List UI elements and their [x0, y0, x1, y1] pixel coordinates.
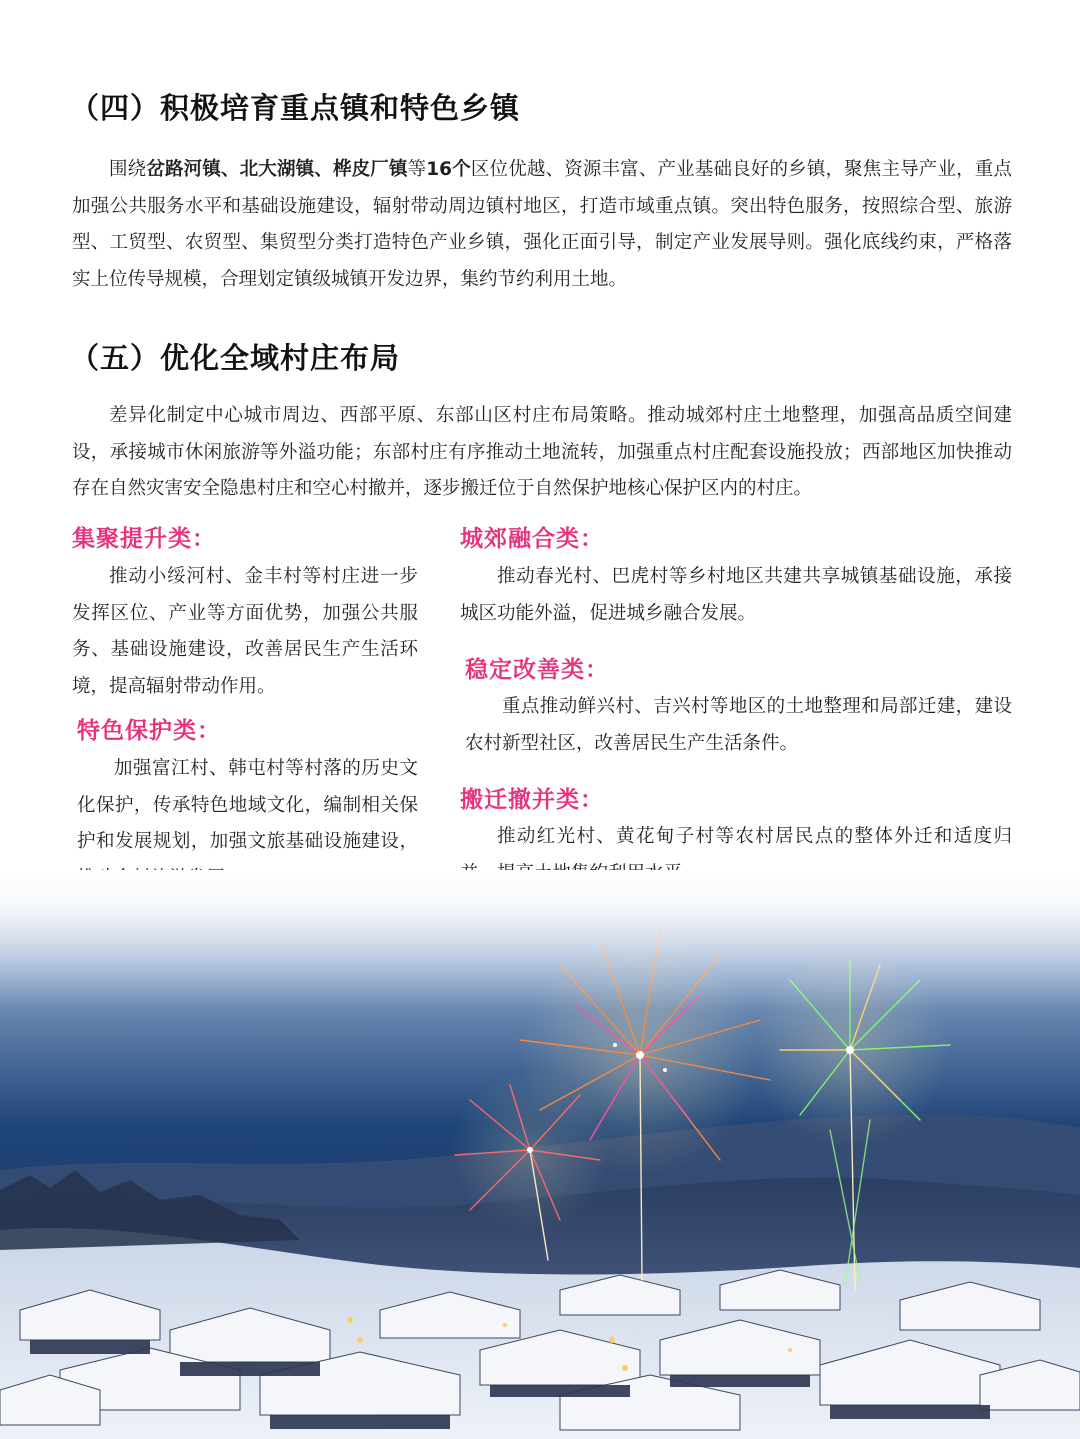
category-title-cluster-upgrade: 集聚提升类：	[72, 526, 216, 552]
category-body-cluster-upgrade: 推动小绥河村、金丰村等村庄进一步发挥区位、产业等方面优势，加强公共服务、基础设施建设，改善居民生产生活环境，提高辐射带动作用。	[72, 566, 418, 697]
section-4-heading: （四）积极培育重点镇和特色乡镇	[70, 91, 521, 125]
category-title-stable-improvement: 稳定改善类：	[465, 657, 609, 683]
photo-top-fade	[0, 870, 1080, 1010]
intro-connector: 等	[407, 159, 427, 180]
section-4-paragraph	[72, 152, 1012, 298]
section-5-paragraph: 差异化制定中心城市周边、西部平原、东部山区村庄布局策略。推动城郊村庄土地整理，加强高品质空间建设，承接城市休闲旅游等外溢功能；东部村庄有序推动土地流转，加强重点村庄配套设施投放；西部地区加快推动存在自然灾害安全隐患村庄和空心村撤并，逐步搬迁位于自然保护地核心保护区内的村庄。	[72, 405, 1012, 499]
category-title-feature-protection: 特色保护类：	[77, 718, 221, 744]
intro-text: 围绕	[109, 159, 147, 180]
town-count: 16个	[426, 159, 471, 180]
category-body-relocation-merge: 推动红光村、黄花甸子村等农村居民点的整体外迁和适度归	[497, 826, 1012, 847]
category-body-suburban-integration: 推动春光村、巴虎村等乡村地区共建共享城镇基础设施，承接城区功能外溢，促进城乡融合发展。	[460, 566, 1012, 624]
category-title-suburban-integration: 城郊融合类：	[460, 526, 604, 552]
category-body-stable-improvement: 重点推动鲜兴村、吉兴村等地区的土地整理和局部迁建，建设农村新型社区，改善居民生产生活条件。	[465, 696, 1012, 754]
category-title-relocation-merge: 搬迁撤并类：	[460, 787, 604, 813]
section-5-heading: （五）优化全域村庄布局	[70, 341, 401, 375]
category-body-feature-protection: 加强富江村、韩屯村等村落的历史文化保护，传承特色地域文化，编制相关保护和发展规划，加强文旅基础设施建设，	[77, 758, 418, 852]
village-fireworks-photo	[0, 870, 1080, 1439]
key-towns: 岔路河镇、北大湖镇、桦皮厂镇	[146, 159, 408, 180]
section-4-body: 区位优越、资源丰富、产业基础良好的乡镇，聚焦主导产业，重点加强公共服务水平和基础设施建设，辐射带动周边镇村地区，打造市域重点镇。突出特色服务，按照综合型、旅游型、工贸型、农贸型、集贸型分类打造特色产业乡镇，强化正面引导，制定产业发展导则。强化底线约束，严格落实上位传导规模，合理划定镇级城镇开发边界，集约节约利用土地。	[72, 159, 1012, 290]
